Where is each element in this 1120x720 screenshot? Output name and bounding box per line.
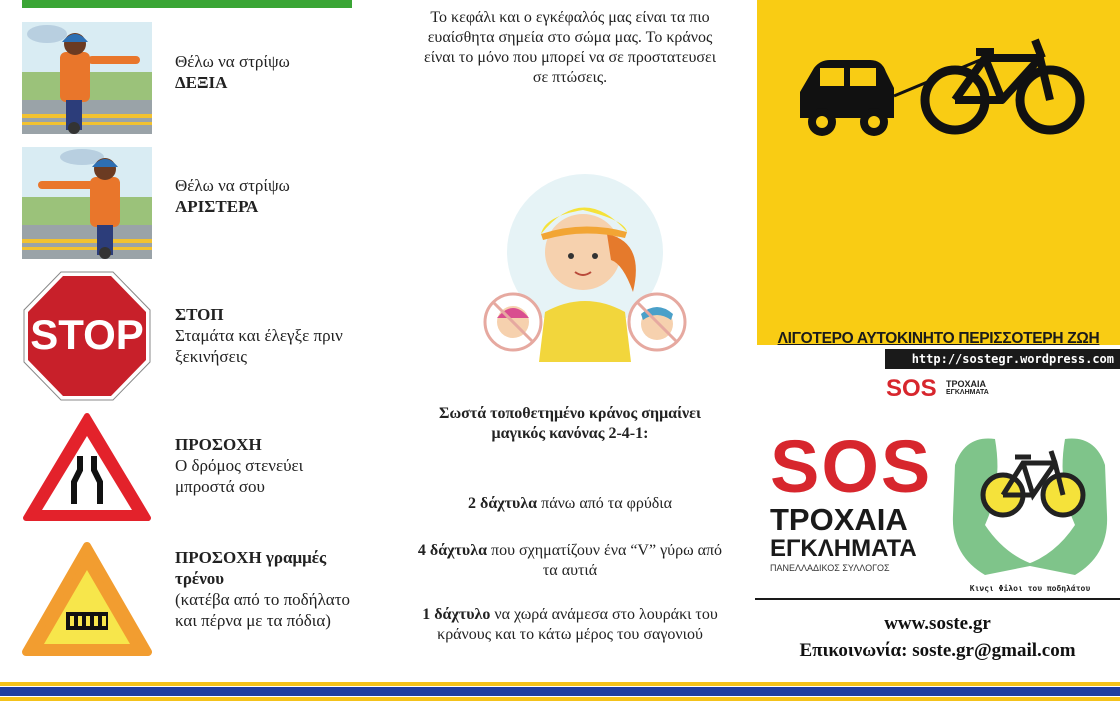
sos-logo-line2: ΕΓΚΛΗΜΑΤΑ — [770, 535, 917, 562]
stop-bold: ΣΤΟΠ — [175, 305, 224, 324]
stop-text — [175, 304, 365, 367]
road-narrows-sign-icon — [22, 412, 152, 524]
turn-left-bold: ΑΡΙΣΤΕΡΑ — [175, 197, 259, 216]
sos-small-logo — [886, 376, 996, 402]
sos-logo-sub: ΠΑΝΕΛΛΑΔΙΚΟΣ ΣΥΛΛΟΓΟΣ — [770, 563, 890, 573]
stop-sign-label: STOP — [30, 311, 144, 358]
rule-2-fingers — [415, 494, 725, 514]
sos-small-line2: ΕΓΚΛΗΜΑΤΑ — [946, 389, 989, 396]
blog-url[interactable]: http://sostegr.wordpress.com — [885, 349, 1120, 369]
road-narrows-text — [175, 434, 365, 497]
rule-1-finger — [415, 605, 725, 645]
slogan-text: ΛΙΓΟΤΕΡΟ ΑΥΤΟΚΙΝΗΤΟ ΠΕΡΙΣΣΟΤΕΡΗ ΖΩΗ — [777, 330, 1100, 347]
rule-title: Σωστά τοποθετημένο κράνος σημαίνει μαγικός κανόνας 2-4-1: — [439, 405, 701, 442]
rule-4-fingers — [415, 541, 725, 581]
turn-right-text — [175, 51, 365, 93]
stop-desc: Σταμάτα και έλεγξε πριν ξεκινήσεις — [175, 326, 343, 366]
girl-helmet-illustration — [475, 172, 695, 362]
helmet-intro-text: Το κεφάλι και ο εγκέφαλός μας είναι τα πιο ευαίσθητα σημεία στο σώμα μας. Το κράνος είναι το μόνο που μπορεί να σε προστατευσει σε πτώσεις. — [423, 9, 717, 86]
contact-email[interactable]: Επικοινωνία: soste.gr@gmail.com — [799, 640, 1076, 661]
green-header-bar — [22, 0, 352, 8]
sos-logo — [770, 425, 935, 600]
sos-logo-line1: ΤΡΟΧΑΙΑ — [770, 502, 908, 537]
turn-right-bold: ΔΕΞΙΑ — [175, 73, 228, 92]
rule-2-text: πάνω από τα φρύδια — [537, 495, 672, 512]
railway-text — [175, 547, 365, 631]
sos-logo-mark: SOS — [770, 425, 933, 508]
friends-caption: Κινςι Φiλοι του ποδηλάτου — [969, 584, 1091, 593]
rule-4-text: που σχηματίζουν ένα “V” γύρω από τα αυτιά — [487, 542, 723, 579]
bottom-stripe-blue — [0, 687, 1120, 696]
rule-2-bold: 2 δάχτυλα — [468, 495, 538, 512]
bottom-stripe-yellow-bottom — [0, 697, 1120, 701]
railway-bold: ΠΡΟΣΟΧΗ γραμμές τρένου — [175, 548, 327, 588]
road-narrows-desc: Ο δρόμος στενεύει μπροστά σου — [175, 456, 304, 496]
stop-sign-icon — [22, 270, 152, 402]
sos-small-mark: SOS — [886, 375, 937, 402]
turn-right-title: Θέλω να στρίψω — [175, 52, 290, 71]
turn-left-text — [175, 175, 365, 217]
road-narrows-bold: ΠΡΟΣΟΧΗ — [175, 435, 262, 454]
cyclist-turn-left-illustration — [22, 147, 152, 259]
railway-desc: (κατέβα από το ποδήλατο και πέρνα με τα πόδια) — [175, 590, 351, 630]
website-link[interactable]: www.soste.gr — [884, 613, 991, 634]
sos-small-line1: ΤΡΟΧΑΙΑ — [946, 379, 987, 389]
rule-1-text: να χωρά ανάμεσα στο λουράκι του κράνους και το κάτω μέρος του σαγονιού — [437, 606, 718, 643]
rule-1-bold: 1 δάχτυλο — [422, 606, 491, 623]
bottom-stripe-yellow-top — [0, 682, 1120, 686]
rule-4-bold: 4 δάχτυλα — [417, 542, 488, 559]
railway-crossing-sign-icon — [22, 540, 152, 660]
cyclist-turn-right-illustration — [22, 22, 152, 134]
car-bike-icon — [790, 30, 1090, 140]
divider-line — [755, 598, 1120, 600]
turn-left-title: Θέλω να στρίψω — [175, 176, 290, 195]
hands-bicycle-logo — [945, 425, 1115, 580]
